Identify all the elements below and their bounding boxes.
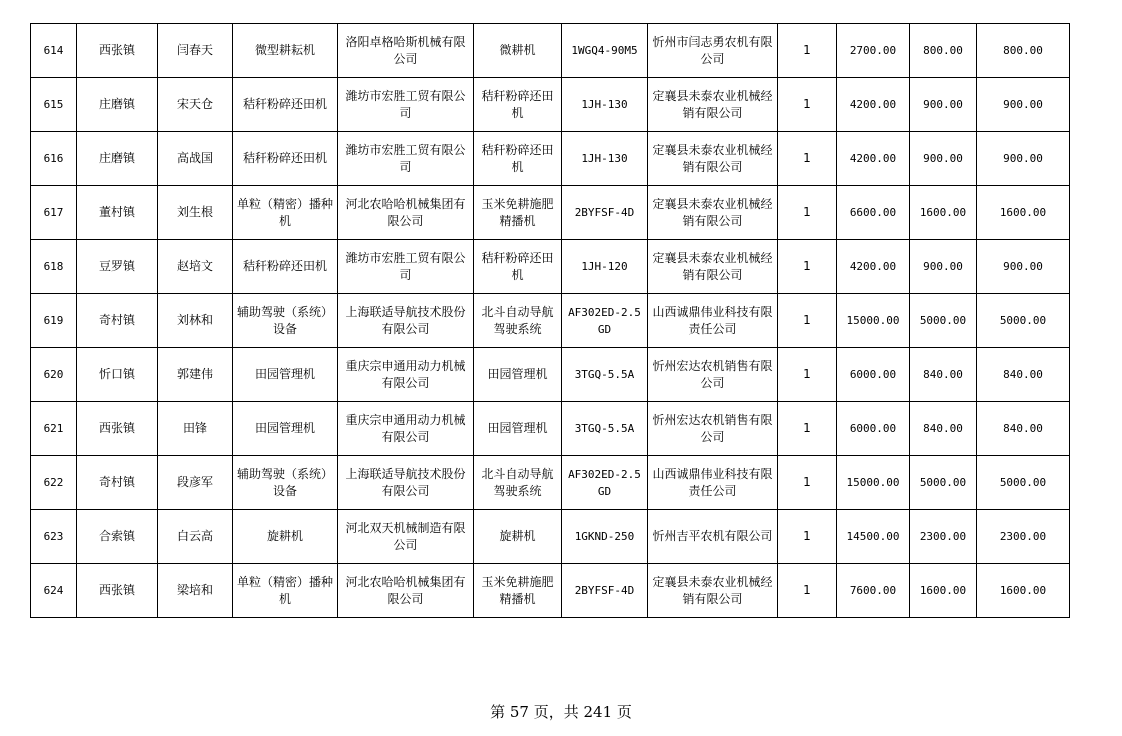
machine-item-cell: 秸秆粉碎还田机 bbox=[233, 240, 338, 294]
dealer-cell: 山西诚鼎伟业科技有限责任公司 bbox=[648, 456, 778, 510]
manufacturer-cell: 潍坊市宏胜工贸有限公司 bbox=[338, 132, 474, 186]
dealer-cell: 忻州宏达农机销售有限公司 bbox=[648, 348, 778, 402]
model-cell: 1GKND-250 bbox=[562, 510, 648, 564]
price-cell: 4200.00 bbox=[837, 240, 910, 294]
dealer-cell: 忻州宏达农机销售有限公司 bbox=[648, 402, 778, 456]
machine-item-cell: 单粒（精密）播种机 bbox=[233, 186, 338, 240]
total-subsidy-cell: 1600.00 bbox=[977, 186, 1070, 240]
manufacturer-cell: 河北双天机械制造有限公司 bbox=[338, 510, 474, 564]
model-cell: 3TGQ-5.5A bbox=[562, 348, 648, 402]
quantity-cell: 1 bbox=[778, 78, 837, 132]
machine-item-cell: 田园管理机 bbox=[233, 402, 338, 456]
table-row bbox=[31, 240, 1070, 294]
row-number-cell: 615 bbox=[31, 78, 77, 132]
quantity-cell: 1 bbox=[778, 132, 837, 186]
product-name-cell: 北斗自动导航驾驶系统 bbox=[474, 456, 562, 510]
total-subsidy-cell: 800.00 bbox=[977, 24, 1070, 78]
subsidy-cell: 5000.00 bbox=[910, 456, 977, 510]
town-cell: 西张镇 bbox=[77, 402, 158, 456]
quantity-cell: 1 bbox=[778, 24, 837, 78]
table-row bbox=[31, 78, 1070, 132]
town-cell: 庄磨镇 bbox=[77, 132, 158, 186]
row-number-cell: 617 bbox=[31, 186, 77, 240]
product-name-cell: 田园管理机 bbox=[474, 348, 562, 402]
total-subsidy-cell: 900.00 bbox=[977, 240, 1070, 294]
model-cell: 2BYFSF-4D bbox=[562, 564, 648, 618]
model-cell: 1JH-130 bbox=[562, 132, 648, 186]
table-row bbox=[31, 294, 1070, 348]
manufacturer-cell: 上海联适导航技术股份有限公司 bbox=[338, 456, 474, 510]
row-number-cell: 621 bbox=[31, 402, 77, 456]
manufacturer-cell: 重庆宗申通用动力机械有限公司 bbox=[338, 402, 474, 456]
price-cell: 6600.00 bbox=[837, 186, 910, 240]
subsidy-cell: 840.00 bbox=[910, 402, 977, 456]
buyer-name-cell: 刘生根 bbox=[158, 186, 233, 240]
buyer-name-cell: 郭建伟 bbox=[158, 348, 233, 402]
product-name-cell: 北斗自动导航驾驶系统 bbox=[474, 294, 562, 348]
buyer-name-cell: 梁培和 bbox=[158, 564, 233, 618]
product-name-cell: 微耕机 bbox=[474, 24, 562, 78]
buyer-name-cell: 高战国 bbox=[158, 132, 233, 186]
row-number-cell: 619 bbox=[31, 294, 77, 348]
quantity-cell: 1 bbox=[778, 294, 837, 348]
row-number-cell: 624 bbox=[31, 564, 77, 618]
manufacturer-cell: 洛阳卓格哈斯机械有限公司 bbox=[338, 24, 474, 78]
subsidy-cell: 900.00 bbox=[910, 240, 977, 294]
price-cell: 15000.00 bbox=[837, 456, 910, 510]
model-cell: 1JH-130 bbox=[562, 78, 648, 132]
quantity-cell: 1 bbox=[778, 456, 837, 510]
table-row bbox=[31, 186, 1070, 240]
subsidy-cell: 900.00 bbox=[910, 78, 977, 132]
price-cell: 6000.00 bbox=[837, 402, 910, 456]
product-name-cell: 秸秆粉碎还田机 bbox=[474, 132, 562, 186]
subsidy-cell: 2300.00 bbox=[910, 510, 977, 564]
row-number-cell: 614 bbox=[31, 24, 77, 78]
table-row bbox=[31, 564, 1070, 618]
buyer-name-cell: 闫春天 bbox=[158, 24, 233, 78]
buyer-name-cell: 田锋 bbox=[158, 402, 233, 456]
quantity-cell: 1 bbox=[778, 348, 837, 402]
table-row bbox=[31, 402, 1070, 456]
machine-item-cell: 微型耕耘机 bbox=[233, 24, 338, 78]
machine-item-cell: 秸秆粉碎还田机 bbox=[233, 132, 338, 186]
subsidy-cell: 840.00 bbox=[910, 348, 977, 402]
town-cell: 董村镇 bbox=[77, 186, 158, 240]
dealer-cell: 忻州市闫志勇农机有限公司 bbox=[648, 24, 778, 78]
manufacturer-cell: 河北农哈哈机械集团有限公司 bbox=[338, 186, 474, 240]
dealer-cell: 定襄县未泰农业机械经销有限公司 bbox=[648, 564, 778, 618]
machine-item-cell: 辅助驾驶（系统）设备 bbox=[233, 294, 338, 348]
quantity-cell: 1 bbox=[778, 402, 837, 456]
price-cell: 15000.00 bbox=[837, 294, 910, 348]
model-cell: AF302ED-2.5GD bbox=[562, 456, 648, 510]
town-cell: 豆罗镇 bbox=[77, 240, 158, 294]
subsidy-table bbox=[30, 23, 1070, 618]
buyer-name-cell: 宋天仓 bbox=[158, 78, 233, 132]
model-cell: 2BYFSF-4D bbox=[562, 186, 648, 240]
model-cell: 3TGQ-5.5A bbox=[562, 402, 648, 456]
quantity-cell: 1 bbox=[778, 510, 837, 564]
row-number-cell: 622 bbox=[31, 456, 77, 510]
town-cell: 奇村镇 bbox=[77, 294, 158, 348]
price-cell: 6000.00 bbox=[837, 348, 910, 402]
town-cell: 西张镇 bbox=[77, 564, 158, 618]
dealer-cell: 定襄县未泰农业机械经销有限公司 bbox=[648, 186, 778, 240]
page-number-footer: 第 57 页，共 241 页 bbox=[490, 703, 632, 721]
total-subsidy-cell: 5000.00 bbox=[977, 456, 1070, 510]
table-row bbox=[31, 510, 1070, 564]
table-row bbox=[31, 348, 1070, 402]
buyer-name-cell: 白云高 bbox=[158, 510, 233, 564]
table-row bbox=[31, 456, 1070, 510]
model-cell: AF302ED-2.5GD bbox=[562, 294, 648, 348]
subsidy-cell: 800.00 bbox=[910, 24, 977, 78]
dealer-cell: 忻州吉平农机有限公司 bbox=[648, 510, 778, 564]
town-cell: 西张镇 bbox=[77, 24, 158, 78]
quantity-cell: 1 bbox=[778, 186, 837, 240]
model-cell: 1WGQ4-90M5 bbox=[562, 24, 648, 78]
price-cell: 14500.00 bbox=[837, 510, 910, 564]
product-name-cell: 秸秆粉碎还田机 bbox=[474, 78, 562, 132]
dealer-cell: 山西诚鼎伟业科技有限责任公司 bbox=[648, 294, 778, 348]
row-number-cell: 616 bbox=[31, 132, 77, 186]
quantity-cell: 1 bbox=[778, 564, 837, 618]
machine-item-cell: 辅助驾驶（系统）设备 bbox=[233, 456, 338, 510]
town-cell: 合索镇 bbox=[77, 510, 158, 564]
total-subsidy-cell: 900.00 bbox=[977, 132, 1070, 186]
subsidy-cell: 900.00 bbox=[910, 132, 977, 186]
manufacturer-cell: 潍坊市宏胜工贸有限公司 bbox=[338, 240, 474, 294]
buyer-name-cell: 段彦军 bbox=[158, 456, 233, 510]
total-subsidy-cell: 5000.00 bbox=[977, 294, 1070, 348]
price-cell: 7600.00 bbox=[837, 564, 910, 618]
row-number-cell: 623 bbox=[31, 510, 77, 564]
manufacturer-cell: 河北农哈哈机械集团有限公司 bbox=[338, 564, 474, 618]
manufacturer-cell: 上海联适导航技术股份有限公司 bbox=[338, 294, 474, 348]
machine-item-cell: 田园管理机 bbox=[233, 348, 338, 402]
product-name-cell: 田园管理机 bbox=[474, 402, 562, 456]
total-subsidy-cell: 2300.00 bbox=[977, 510, 1070, 564]
manufacturer-cell: 重庆宗申通用动力机械有限公司 bbox=[338, 348, 474, 402]
buyer-name-cell: 刘林和 bbox=[158, 294, 233, 348]
machine-item-cell: 秸秆粉碎还田机 bbox=[233, 78, 338, 132]
total-subsidy-cell: 840.00 bbox=[977, 402, 1070, 456]
subsidy-cell: 1600.00 bbox=[910, 186, 977, 240]
product-name-cell: 旋耕机 bbox=[474, 510, 562, 564]
table-row bbox=[31, 132, 1070, 186]
total-subsidy-cell: 900.00 bbox=[977, 78, 1070, 132]
product-name-cell: 秸秆粉碎还田机 bbox=[474, 240, 562, 294]
price-cell: 2700.00 bbox=[837, 24, 910, 78]
product-name-cell: 玉米免耕施肥精播机 bbox=[474, 564, 562, 618]
town-cell: 庄磨镇 bbox=[77, 78, 158, 132]
dealer-cell: 定襄县未泰农业机械经销有限公司 bbox=[648, 78, 778, 132]
table-row bbox=[31, 24, 1070, 78]
quantity-cell: 1 bbox=[778, 240, 837, 294]
price-cell: 4200.00 bbox=[837, 132, 910, 186]
total-subsidy-cell: 840.00 bbox=[977, 348, 1070, 402]
product-name-cell: 玉米免耕施肥精播机 bbox=[474, 186, 562, 240]
table-body bbox=[31, 24, 1070, 618]
manufacturer-cell: 潍坊市宏胜工贸有限公司 bbox=[338, 78, 474, 132]
machine-item-cell: 旋耕机 bbox=[233, 510, 338, 564]
row-number-cell: 618 bbox=[31, 240, 77, 294]
dealer-cell: 定襄县未泰农业机械经销有限公司 bbox=[648, 240, 778, 294]
total-subsidy-cell: 1600.00 bbox=[977, 564, 1070, 618]
row-number-cell: 620 bbox=[31, 348, 77, 402]
subsidy-cell: 5000.00 bbox=[910, 294, 977, 348]
model-cell: 1JH-120 bbox=[562, 240, 648, 294]
buyer-name-cell: 赵培文 bbox=[158, 240, 233, 294]
dealer-cell: 定襄县未泰农业机械经销有限公司 bbox=[648, 132, 778, 186]
price-cell: 4200.00 bbox=[837, 78, 910, 132]
town-cell: 忻口镇 bbox=[77, 348, 158, 402]
town-cell: 奇村镇 bbox=[77, 456, 158, 510]
subsidy-cell: 1600.00 bbox=[910, 564, 977, 618]
machine-item-cell: 单粒（精密）播种机 bbox=[233, 564, 338, 618]
